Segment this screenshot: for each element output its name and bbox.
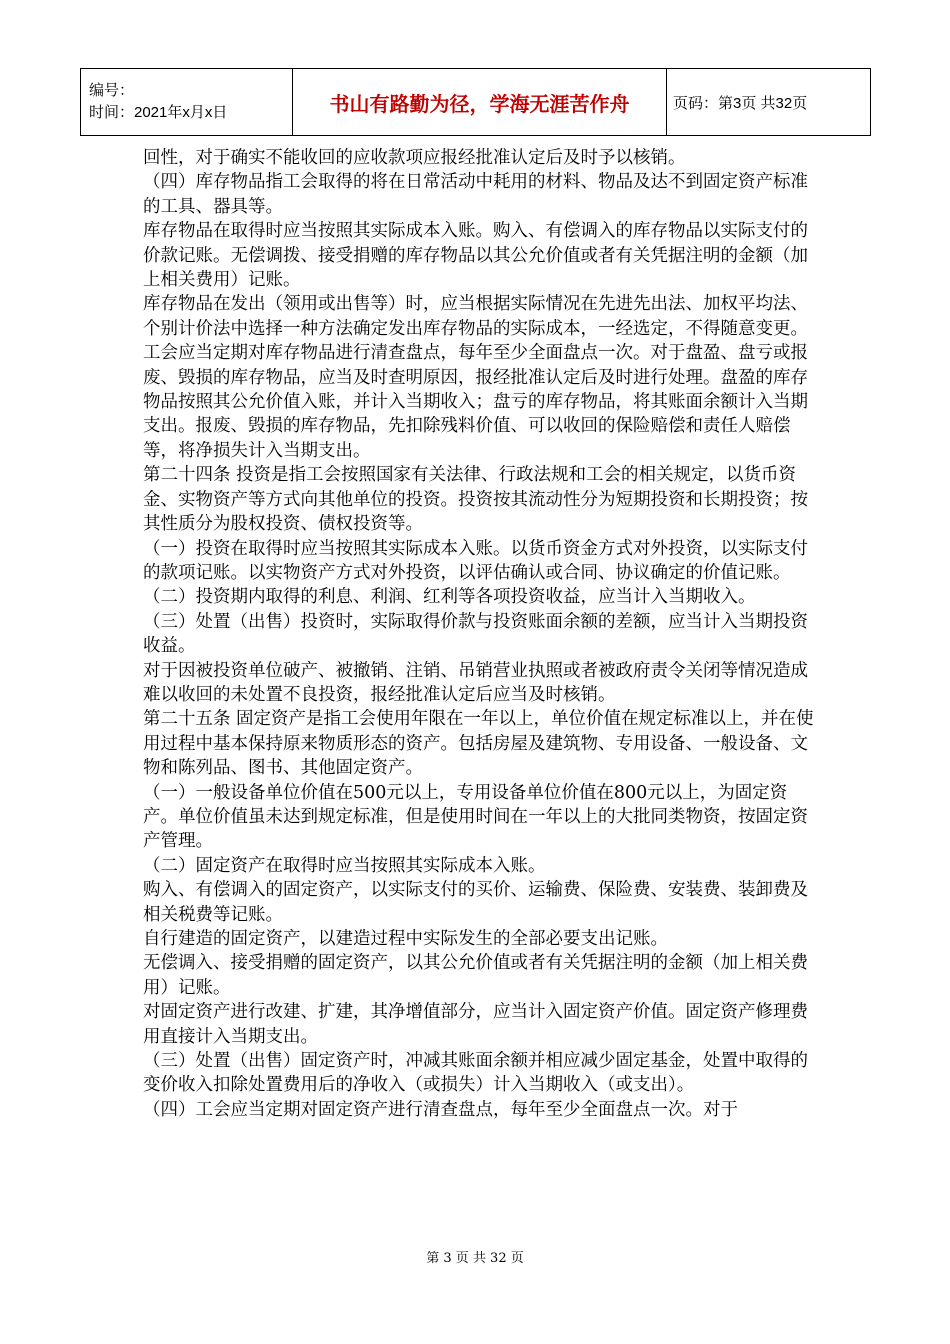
page-footer: 第 3 页 共 32 页 [426,1251,524,1266]
paragraph: （三）处置（出售）投资时，实际取得价款与投资账面余额的差额，应当计入当期投资收益。 [143,611,808,657]
paragraph: （三）处置（出售）固定资产时，冲减其账面余额并相应减少固定基金，处置中取得的变价收入扣除处置费用后的净收入（或损失）计入当期收入（或支出）。 [143,1051,808,1096]
paragraph: 无偿调入、接受捐赠的固定资产，以其公允价值或者有关凭据注明的金额（加上相关费用）记账。 [143,953,808,998]
paragraph: （四）工会应当定期对固定资产进行清查盘点，每年至少全面盘点一次。对于 [143,1099,738,1120]
paragraph: 对固定资产进行改建、扩建，其净增值部分，应当计入固定资产价值。固定资产修理费用直接计入当期支出。 [143,1002,808,1047]
paragraph: （一）投资在取得时应当按照其实际成本入账。以货币资金方式对外投资，以实际支付的款项记账。以实物资产方式对外投资，以评估确认或合同、协议确定的价值记账。 [143,538,808,583]
paragraph: 自行建造的固定资产，以建造过程中实际发生的全部必要支出记账。 [143,929,668,949]
document-number-label: 编号： [89,82,135,99]
header-page-label: 页码：第3页 共32页 [667,69,871,136]
paragraph: （二）固定资产在取得时应当按照其实际成本入账。 [143,855,546,876]
paragraph: 库存物品在发出（领用或出售等）时，应当根据实际情况在先进先出法、加权平均法、个别计价法中选择一种方法确定发出库存物品的实际成本，一经选定，不得随意变更。 [143,294,808,339]
paragraph: 第二十四条 投资是指工会按照国家有关法律、行政法规和工会的相关规定，以货币资金、实物资产等方式向其他单位的投资。投资按其流动性分为短期投资和长期投资；按其性质分为股权投资、债权投资等。 [143,465,808,535]
paragraph: 对于因被投资单位破产、被撤销、注销、吊销营业执照或者被政府责令关闭等情况造成难以收回的未处置不良投资，报经批准认定后应当及时核销。 [143,660,808,705]
paragraph: 库存物品在取得时应当按照其实际成本入账。购入、有偿调入的库存物品以实际支付的价款记账。无偿调拨、接受捐赠的库存物品以其公允价值或者有关凭据注明的金额（加上相关费用）记账。 [143,221,808,291]
paragraph: （四）库存物品指工会取得的将在日常活动中耗用的材料、物品及达不到固定资产标准的工具、器具等。 [143,172,808,217]
paragraph: 工会应当定期对库存物品进行清查盘点，每年至少全面盘点一次。对于盘盈、盘亏或报废、毁损的库存物品，应当及时查明原因，报经批准认定后及时进行处理。盘盈的库存物品按照其公允价值入账，并计入当期收入；盘亏的库存物品，将其账面余额计入当期支出。报废、毁损的库存物品，先扣除残料价值、可以收回的保险赔偿和责任人赔偿等，将净损失计入当期支出。 [143,343,808,461]
paragraph: 第二十五条 固定资产是指工会使用年限在一年以上，单位价值在规定标准以上，并在使用过程中基本保持原来物质形态的资产。包括房屋及建筑物、专用设备、一般设备、文物和陈列品、图书、其他固定资产。 [143,709,814,779]
header-table [80,68,871,136]
paragraph: 回性，对于确实不能收回的应收款项应报经批准认定后及时予以核销。 [143,148,686,168]
header-meta [81,69,293,136]
paragraph: 购入、有偿调入的固定资产，以实际支付的买价、运输费、保险费、安装费、装卸费及相关税费等记账。 [143,880,808,925]
paragraph: （二）投资期内取得的利息、利润、红利等各项投资收益，应当计入当期收入。 [143,587,756,608]
document-time-label: 时间：2021年x月x日 [89,104,228,121]
paragraph: （一）一般设备单位价值在500元以上，专用设备单位价值在800元以上，为固定资产。单位价值虽未达到规定标准，但是使用时间在一年以上的大批同类物资，按固定资产管理。 [143,782,808,852]
header-motto: 书山有路勤为径，学海无涯苦作舟 [293,69,667,136]
document-body [143,146,815,1122]
